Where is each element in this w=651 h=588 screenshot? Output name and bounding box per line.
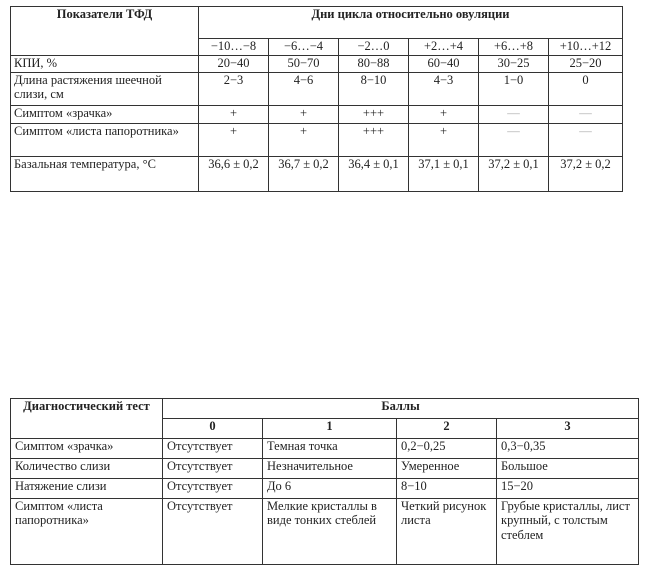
table-row	[11, 73, 623, 106]
cell-value: 30−25	[479, 56, 549, 73]
cell-value: 0	[549, 73, 623, 106]
cell-value: 37,2 ± 0,2	[549, 157, 623, 192]
cell-value: +++	[339, 106, 409, 124]
cell-value: —	[549, 124, 623, 157]
cell-value: +	[199, 124, 269, 157]
row-label: Симптом «зрачка»	[11, 439, 163, 459]
row-label: Длина растяжения шеечной слизи, см	[11, 73, 199, 106]
row-label: Базальная температура, °С	[11, 157, 199, 192]
cell-value: +++	[339, 124, 409, 157]
cell-value: 36,4 ± 0,1	[339, 157, 409, 192]
day-range: −6…−4	[269, 39, 339, 56]
table-row	[11, 439, 639, 459]
cell-value: +	[409, 106, 479, 124]
cell-value: 60−40	[409, 56, 479, 73]
scores-table	[10, 398, 639, 565]
cell-value: Темная точка	[263, 439, 397, 459]
cell-value: Умеренное	[397, 459, 497, 479]
table-row	[11, 56, 623, 73]
cell-value: 0,2−0,25	[397, 439, 497, 459]
header-param: Показатели ТФД	[11, 7, 199, 56]
cell-value: 1−0	[479, 73, 549, 106]
cell-value: 25−20	[549, 56, 623, 73]
score-level: 3	[497, 419, 639, 439]
table-row	[11, 157, 623, 192]
score-level: 1	[263, 419, 397, 439]
cell-value: Незначительное	[263, 459, 397, 479]
row-label: Натяжение слизи	[11, 479, 163, 499]
table-row	[11, 459, 639, 479]
cell-value: 4−6	[269, 73, 339, 106]
cell-value: —	[479, 124, 549, 157]
cell-value: Отсутствует	[163, 439, 263, 459]
cell-value: 37,1 ± 0,1	[409, 157, 479, 192]
cell-value: 80−88	[339, 56, 409, 73]
cell-value: 15−20	[497, 479, 639, 499]
cell-value: 8−10	[397, 479, 497, 499]
cell-value: Четкий рисунок листа	[397, 499, 497, 565]
score-level: 0	[163, 419, 263, 439]
cell-value: 36,7 ± 0,2	[269, 157, 339, 192]
cell-value: Мелкие кристаллы в виде тонких стеблей	[263, 499, 397, 565]
cell-value: Отсутствует	[163, 479, 263, 499]
score-level: 2	[397, 419, 497, 439]
table-row	[11, 479, 639, 499]
day-range: −2…0	[339, 39, 409, 56]
header-scores: Баллы	[163, 399, 639, 419]
cell-value: 2−3	[199, 73, 269, 106]
row-label: Симптом «листа папоротника»	[11, 124, 199, 157]
day-range: +2…+4	[409, 39, 479, 56]
cell-value: Большое	[497, 459, 639, 479]
cell-value: До 6	[263, 479, 397, 499]
cell-value: +	[409, 124, 479, 157]
cell-value: 37,2 ± 0,1	[479, 157, 549, 192]
cell-value: +	[269, 106, 339, 124]
cell-value: 0,3−0,35	[497, 439, 639, 459]
header-days: Дни цикла относительно овуляции	[199, 7, 623, 39]
day-range: +6…+8	[479, 39, 549, 56]
day-range: −10…−8	[199, 39, 269, 56]
cell-value: Отсутствует	[163, 459, 263, 479]
cell-value: 36,6 ± 0,2	[199, 157, 269, 192]
cell-value: —	[479, 106, 549, 124]
table-row	[11, 106, 623, 124]
cell-value: 50−70	[269, 56, 339, 73]
tfd-table	[10, 6, 623, 192]
cell-value: +	[199, 106, 269, 124]
row-label: Количество слизи	[11, 459, 163, 479]
cell-value: Отсутствует	[163, 499, 263, 565]
row-label: Симптом «листа папоротника»	[11, 499, 163, 565]
cell-value: 8−10	[339, 73, 409, 106]
cell-value: 20−40	[199, 56, 269, 73]
table-row	[11, 124, 623, 157]
cell-value: +	[269, 124, 339, 157]
row-label: Симптом «зрачка»	[11, 106, 199, 124]
cell-value: Грубые кристаллы, лист крупный, с толстым стеблем	[497, 499, 639, 565]
table-row	[11, 499, 639, 565]
cell-value: —	[549, 106, 623, 124]
row-label: КПИ, %	[11, 56, 199, 73]
day-range: +10…+12	[549, 39, 623, 56]
cell-value: 4−3	[409, 73, 479, 106]
header-test: Диагностический тест	[11, 399, 163, 439]
